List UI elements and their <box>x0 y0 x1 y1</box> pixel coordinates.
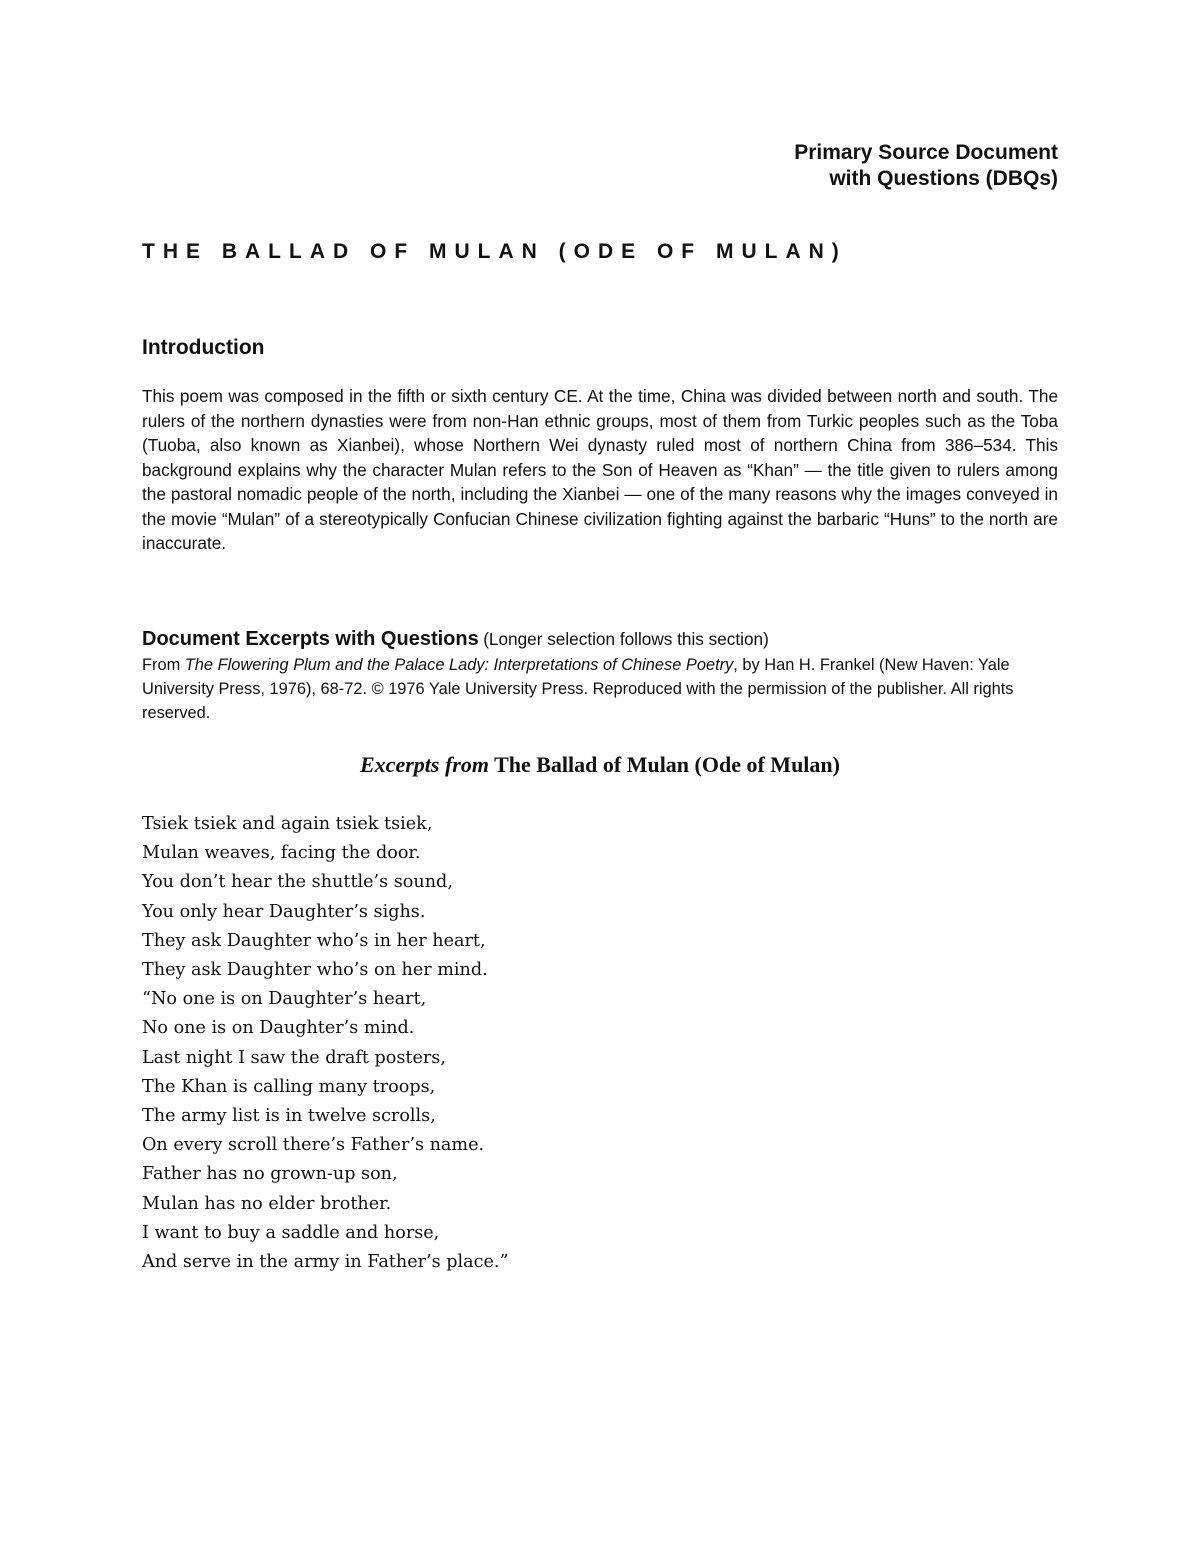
citation-book-title: The Flowering Plum and the Palace Lady: Interpretations of Chinese Poetry <box>184 656 734 674</box>
poem-line: “No one is on Daughter’s heart, <box>142 989 427 1010</box>
citation-from: From <box>142 656 185 674</box>
poem-line: And serve in the army in Father’s place.” <box>142 1252 509 1273</box>
poem-line: I want to buy a saddle and horse, <box>142 1222 440 1243</box>
document-type-label <box>794 140 1058 192</box>
document-title: THE BALLAD OF MULAN (ODE OF MULAN) <box>142 240 847 263</box>
poem-line: Mulan weaves, facing the door. <box>142 843 421 864</box>
poem-line: Tsiek tsiek and again tsiek tsiek, <box>142 814 433 834</box>
poem-line: Last night I saw the draft posters, <box>142 1047 446 1068</box>
poem-line: The Khan is calling many troops, <box>142 1076 436 1097</box>
poem-line: No one is on Daughter’s mind. <box>142 1018 415 1039</box>
poem-line: You don’t hear the shuttle’s sound, <box>142 872 453 893</box>
poem-line: They ask Daughter who’s on her mind. <box>142 960 488 981</box>
excerpt-title-main: The Ballad of Mulan (Ode of Mulan) <box>494 752 840 777</box>
excerpts-heading: Document Excerpts with Questions <box>142 628 479 650</box>
poem-line: Father has no grown-up son, <box>142 1164 398 1185</box>
excerpt-title-prefix: Excerpts from <box>360 752 489 777</box>
excerpts-heading-line <box>142 628 769 651</box>
document-type-line-2: with Questions (DBQs) <box>829 167 1058 190</box>
poem-line: On every scroll there’s Father’s name. <box>142 1135 485 1156</box>
source-citation <box>142 653 1058 725</box>
poem <box>142 810 508 1277</box>
poem-line: They ask Daughter who’s in her heart, <box>142 930 486 951</box>
poem-line: You only hear Daughter’s sighs. <box>142 901 426 922</box>
excerpts-note: (Longer selection follows this section) <box>483 629 769 649</box>
excerpt-title <box>0 752 1200 778</box>
introduction-heading: Introduction <box>142 336 265 359</box>
poem-line: The army list is in twelve scrolls, <box>142 1106 436 1127</box>
introduction-paragraph: This poem was composed in the fifth or sixth century CE. At the time, China was divided between north and south. The rulers of the northern dynasties were from non-Han ethnic groups, most of them from Turkic peoples such as the Toba (Tuoba, also known as Xianbei), whose Northern Wei dynasty ruled most of northern China from 386–534. This background explains why the character Mulan refers to the Son of Heaven as “Khan” — the title given to rulers among the pastoral nomadic people of the north, including the Xianbei — one of the many reasons why the images conveyed in the movie “Mulan” of a stereotypically Confucian Chinese civilization fighting against the barbaric “Huns” to the north are inaccurate. <box>142 386 1058 553</box>
document-type-line-1: Primary Source Document <box>794 141 1058 164</box>
citation-details: , by Han H. Frankel (New Haven: Yale University Press, 1976), 68-72. © 1976 Yale University Press. Reproduced with the permission of the publisher. All rights reserved. <box>142 656 1014 722</box>
poem-line: Mulan has no elder brother. <box>142 1193 392 1214</box>
